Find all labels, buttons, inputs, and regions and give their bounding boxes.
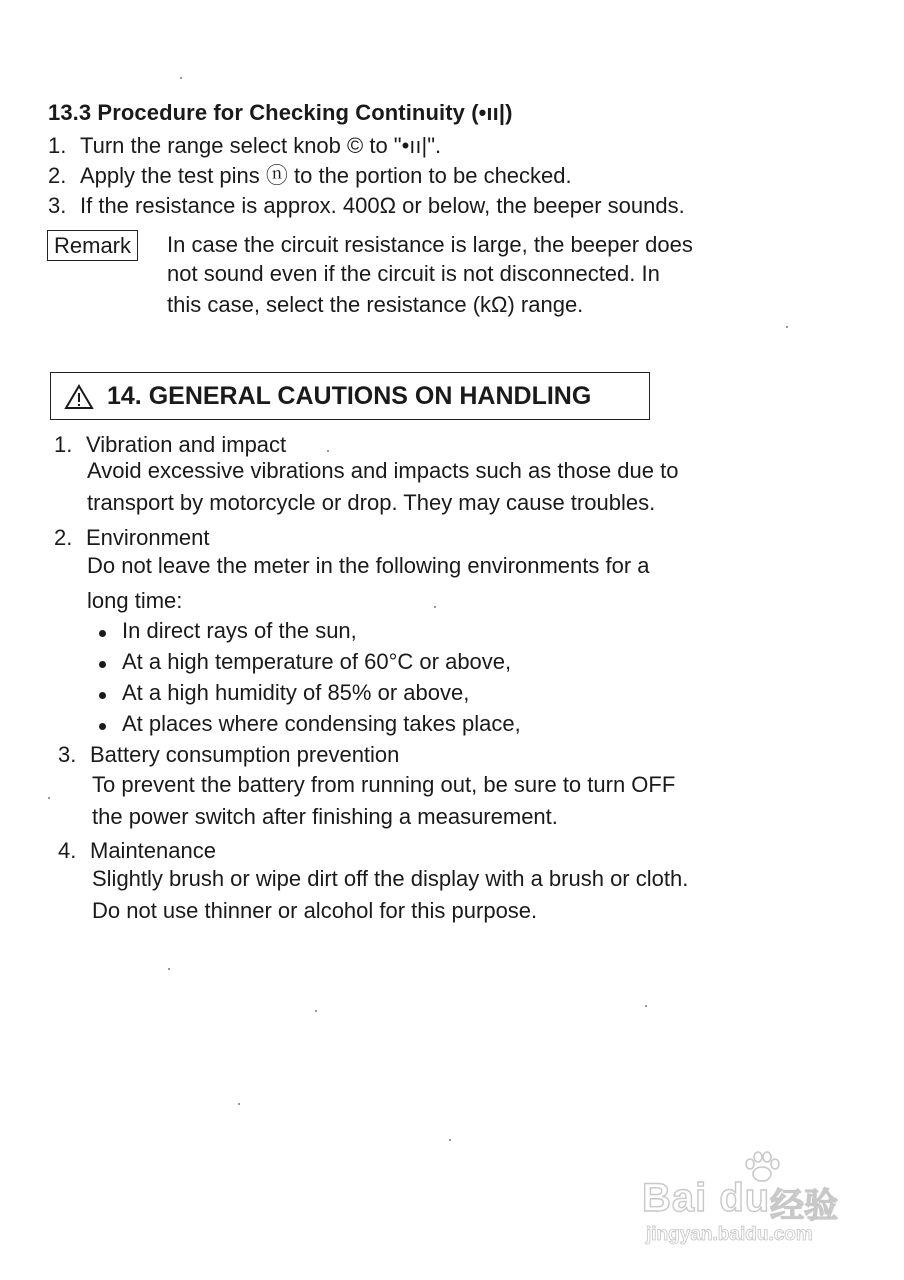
scan-speck <box>449 1139 451 1141</box>
scan-speck <box>327 450 329 452</box>
caution-item-3-line-1: To prevent the battery from running out, be sure to turn OFF <box>92 772 676 797</box>
step-number: 1. <box>48 133 67 158</box>
step-2 <box>48 162 572 190</box>
step-1 <box>48 132 441 160</box>
section-title-box <box>50 372 650 420</box>
item-title: Vibration and impact <box>86 432 287 457</box>
caution-item-1-line-1: Avoid excessive vibrations and impacts such as those due to <box>87 458 679 483</box>
item-number: 4. <box>58 838 77 863</box>
scan-speck <box>168 968 170 970</box>
scan-speck <box>238 1103 240 1105</box>
bullet-1: In direct rays of the sun, <box>122 618 357 643</box>
remark-label: Remark <box>47 230 138 261</box>
remark-line-2: not sound even if the circuit is not disconnected. In <box>167 261 660 286</box>
caution-item-3-title <box>58 741 399 769</box>
item-number: 2. <box>54 525 73 550</box>
watermark-url: jingyan.baidu.com <box>646 1224 813 1245</box>
caution-item-2-line-2: long time: <box>87 588 183 613</box>
step-text: If the resistance is approx. 400Ω or below, the beeper sounds. <box>80 193 685 218</box>
item-number: 3. <box>58 742 77 767</box>
scan-speck <box>180 77 182 79</box>
caution-item-4-line-1: Slightly brush or wipe dirt off the display with a brush or cloth. <box>92 866 689 891</box>
step-number: 3. <box>48 193 67 218</box>
caution-item-2-line-1: Do not leave the meter in the following environments for a <box>87 553 650 578</box>
step-text: Turn the range select knob © to "•ıı|". <box>80 133 442 158</box>
step-text: Apply the test pins ⓝ to the portion to be checked. <box>80 163 572 188</box>
caution-item-3-line-2: the power switch after finishing a measurement. <box>92 804 558 829</box>
bullet-4: At places where condensing takes place, <box>122 711 521 736</box>
section-title: 14. GENERAL CAUTIONS ON HANDLING <box>107 382 592 410</box>
bullet-2: At a high temperature of 60°C or above, <box>122 649 512 674</box>
step-number: 2. <box>48 163 67 188</box>
caution-item-4-line-2: Do not use thinner or alcohol for this purpose. <box>92 898 538 923</box>
bullet-dot-icon <box>99 723 106 730</box>
caution-item-1-line-2: transport by motorcycle or drop. They may cause troubles. <box>87 490 656 515</box>
item-title: Maintenance <box>90 838 216 863</box>
scan-speck <box>434 606 436 608</box>
remark-line-1: In case the circuit resistance is large, the beeper does <box>167 232 693 257</box>
subsection-heading: 13.3 Procedure for Checking Continuity (•ıı|) <box>48 100 513 125</box>
caution-item-2-title <box>54 524 210 552</box>
item-title: Environment <box>86 525 210 550</box>
watermark-chinese: 经验 <box>770 1187 838 1225</box>
item-number: 1. <box>54 432 73 457</box>
scan-speck <box>48 797 50 799</box>
warning-triangle-icon <box>64 384 94 410</box>
item-title: Battery consumption prevention <box>90 742 400 767</box>
watermark-brand: Bai du <box>642 1176 771 1220</box>
baidu-watermark <box>638 1148 878 1248</box>
bullet-dot-icon <box>99 692 106 699</box>
caution-item-1-title <box>54 431 286 459</box>
bullet-3: At a high humidity of 85% or above, <box>122 680 470 705</box>
scan-speck <box>315 1010 317 1012</box>
bullet-dot-icon <box>99 661 106 668</box>
remark-line-3: this case, select the resistance (kΩ) range. <box>167 292 584 317</box>
scan-speck <box>786 326 788 328</box>
caution-item-4-title <box>58 837 216 865</box>
step-3 <box>48 192 685 220</box>
scan-speck <box>645 1005 647 1007</box>
bullet-dot-icon <box>99 630 106 637</box>
